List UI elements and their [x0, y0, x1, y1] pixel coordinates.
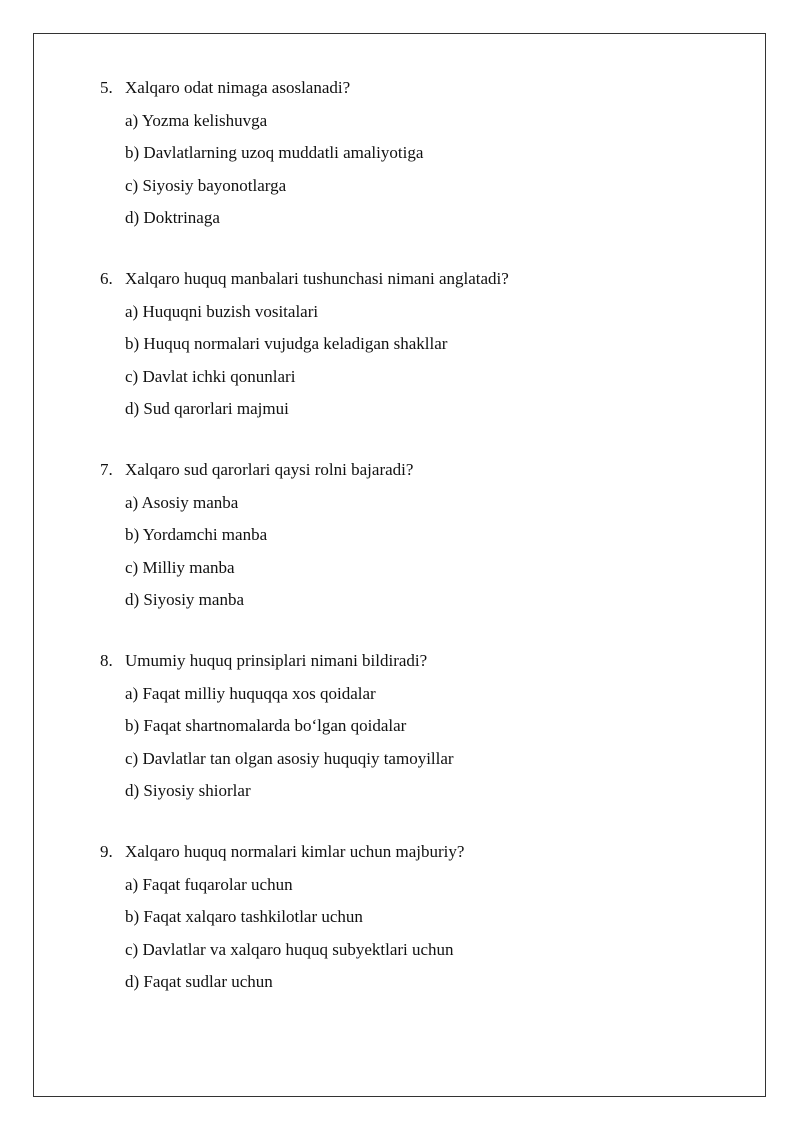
option-d: d) Siyosiy shiorlar	[125, 781, 251, 800]
option-b: b) Faqat xalqaro tashkilotlar uchun	[125, 907, 363, 926]
question-9	[100, 840, 740, 994]
option-b: b) Huquq normalari vujudga keladigan shakllar	[125, 334, 448, 353]
question-number: 7.	[100, 460, 113, 479]
question-7-header	[100, 458, 740, 482]
question-number: 8.	[100, 651, 113, 670]
option-c: c) Siyosiy bayonotlarga	[125, 175, 287, 195]
question-6-header	[100, 267, 740, 291]
option-a: a) Asosiy manba	[125, 492, 239, 512]
question-9-header	[100, 840, 740, 864]
option-b: b) Faqat shartnomalarda bo‘lgan qoidalar	[125, 716, 407, 735]
question-6	[100, 267, 740, 421]
question-text: Umumiy huquq prinsiplari nimani bildiradi?	[125, 651, 428, 670]
question-text: Xalqaro sud qarorlari qaysi rolni bajaradi?	[125, 460, 414, 479]
option-d: d) Faqat sudlar uchun	[125, 972, 273, 991]
question-7	[100, 458, 740, 612]
question-number: 6.	[100, 269, 113, 288]
option-a: a) Faqat milliy huquqqa xos qoidalar	[125, 683, 376, 703]
question-text: Xalqaro huquq normalari kimlar uchun majburiy?	[125, 842, 465, 861]
option-d: d) Sud qarorlari majmui	[125, 399, 289, 418]
question-8-header	[100, 649, 740, 673]
option-d: d) Siyosiy manba	[125, 590, 244, 609]
question-5	[100, 76, 740, 230]
question-7-options	[100, 491, 740, 613]
option-a: a) Huquqni buzish vositalari	[125, 301, 319, 321]
option-b: b) Davlatlarning uzoq muddatli amaliyotiga	[125, 143, 424, 162]
question-5-options	[100, 109, 740, 231]
option-a: a) Yozma kelishuvga	[125, 110, 268, 130]
question-text: Xalqaro huquq manbalari tushunchasi nimani anglatadi?	[125, 269, 509, 288]
option-d: d) Doktrinaga	[125, 208, 220, 227]
question-8	[100, 649, 740, 803]
option-c: c) Milliy manba	[125, 557, 235, 577]
option-c: c) Davlatlar va xalqaro huquq subyektlari uchun	[125, 939, 454, 959]
question-number: 5.	[100, 78, 113, 97]
question-number: 9.	[100, 842, 113, 861]
question-8-options	[100, 682, 740, 804]
question-5-header	[100, 76, 740, 100]
option-a: a) Faqat fuqarolar uchun	[125, 874, 293, 894]
question-9-options	[100, 873, 740, 995]
question-list	[100, 76, 740, 1031]
option-b: b) Yordamchi manba	[125, 525, 268, 544]
question-text: Xalqaro odat nimaga asoslanadi?	[125, 78, 351, 97]
option-c: c) Davlatlar tan olgan asosiy huquqiy tamoyillar	[125, 748, 454, 768]
option-c: c) Davlat ichki qonunlari	[125, 366, 296, 386]
question-6-options	[100, 300, 740, 422]
